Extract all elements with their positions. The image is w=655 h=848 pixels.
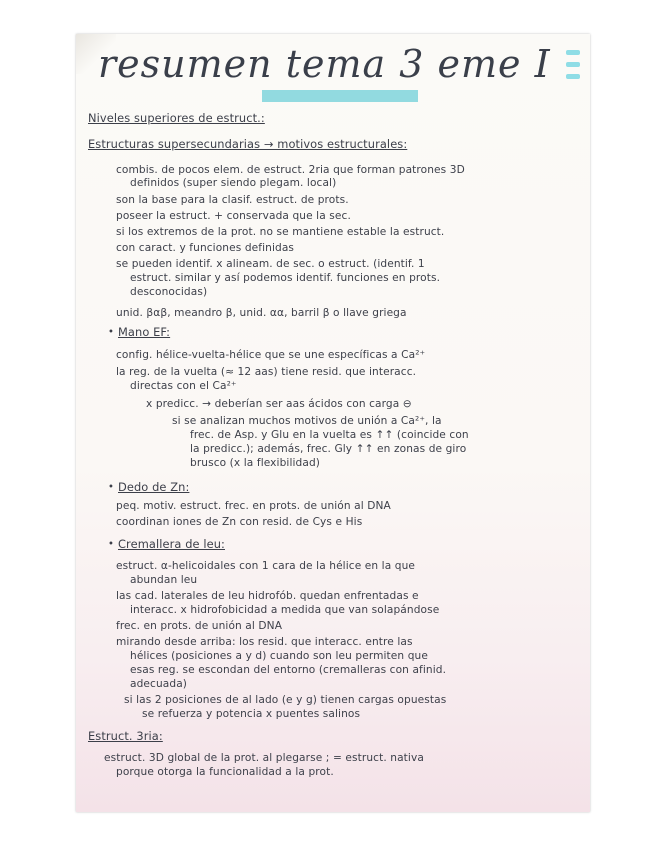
note-line: hélices (posiciones a y d) cuando son leu permiten que [130, 650, 428, 662]
note-line: si las 2 posiciones de al lado (e y g) tienen cargas opuestas [124, 694, 447, 706]
note-line: frec. en prots. de unión al DNA [116, 620, 283, 632]
note-line: si se analizan muchos motivos de unión a Ca²⁺, la [172, 415, 442, 427]
title-highlight [262, 90, 418, 102]
note-line: si los extremos de la prot. no se mantiene estable la estruct. [116, 226, 445, 238]
note-line: peq. motiv. estruct. frec. en prots. de unión al DNA [116, 500, 391, 512]
note-line: poseer la estruct. + conservada que la sec. [116, 210, 351, 222]
note-line: estruct. α-helicoidales con 1 cara de la hélice en la que [116, 560, 416, 572]
note-line: se pueden identif. x alineam. de sec. o estruct. (identif. 1 [116, 258, 425, 270]
note-line: esas reg. se escondan del entorno (cremalleras con afinid. [130, 664, 447, 676]
note-line: abundan leu [130, 574, 198, 586]
bullet-dot: • [108, 327, 114, 338]
note-line: definidos (super siendo plegam. local) [130, 177, 337, 189]
note-line: desconocidas) [130, 286, 208, 298]
bullet-dot: • [108, 539, 114, 550]
note-line: x predicc. → deberían ser aas ácidos con carga ⊖ [146, 398, 412, 410]
note-line: combis. de pocos elem. de estruct. 2ria que forman patrones 3D [116, 164, 465, 176]
note-line: mirando desde arriba: los resid. que interacc. entre las [116, 636, 413, 648]
decorative-dash [566, 62, 580, 67]
note-line: frec. de Asp. y Glu en la vuelta es ↑↑ (coincide con [190, 429, 469, 441]
note-line: son la base para la clasif. estruct. de prots. [116, 194, 349, 206]
note-line: las cad. laterales de leu hidrofób. quedan enfrentadas e [116, 590, 419, 602]
note-line: se refuerza y potencia x puentes salinos [142, 708, 361, 720]
heading-estruct-3ria: Estruct. 3ria: [88, 729, 163, 743]
page-title: resumen tema 3 eme I [98, 42, 551, 86]
note-line: unid. βαβ, meandro β, unid. αα, barril β o llave griega [116, 307, 407, 319]
heading-mano-ef: Mano EF: [118, 325, 171, 339]
note-line: directas con el Ca²⁺ [130, 380, 237, 392]
heading-dedo-zn: Dedo de Zn: [118, 480, 190, 494]
heading-niveles: Niveles superiores de estruct.: [88, 111, 265, 125]
note-line: interacc. x hidrofobicidad a medida que van solapándose [130, 604, 440, 616]
decorative-dash [566, 50, 580, 55]
heading-cremallera: Cremallera de leu: [118, 537, 225, 551]
note-line: porque otorga la funcionalidad a la prot. [116, 766, 334, 778]
note-line: coordinan iones de Zn con resid. de Cys e His [116, 516, 363, 528]
note-line: config. hélice-vuelta-hélice que se une específicas a Ca²⁺ [116, 349, 426, 361]
note-line: estruct. 3D global de la prot. al plegarse ; = estruct. nativa [104, 752, 424, 764]
note-line: brusco (x la flexibilidad) [190, 457, 321, 469]
note-line: con caract. y funciones definidas [116, 242, 295, 254]
note-line: adecuada) [130, 678, 188, 690]
note-line: la predicc.); además, frec. Gly ↑↑ en zonas de giro [190, 443, 467, 455]
decorative-dash [566, 74, 580, 79]
bullet-dot: • [108, 482, 114, 493]
note-line: la reg. de la vuelta (≈ 12 aas) tiene resid. que interacc. [116, 366, 417, 378]
note-line: estruct. similar y así podemos identif. funciones en prots. [130, 272, 441, 284]
heading-supersecundarias: Estructuras supersecundarias → motivos estructurales: [88, 137, 408, 151]
